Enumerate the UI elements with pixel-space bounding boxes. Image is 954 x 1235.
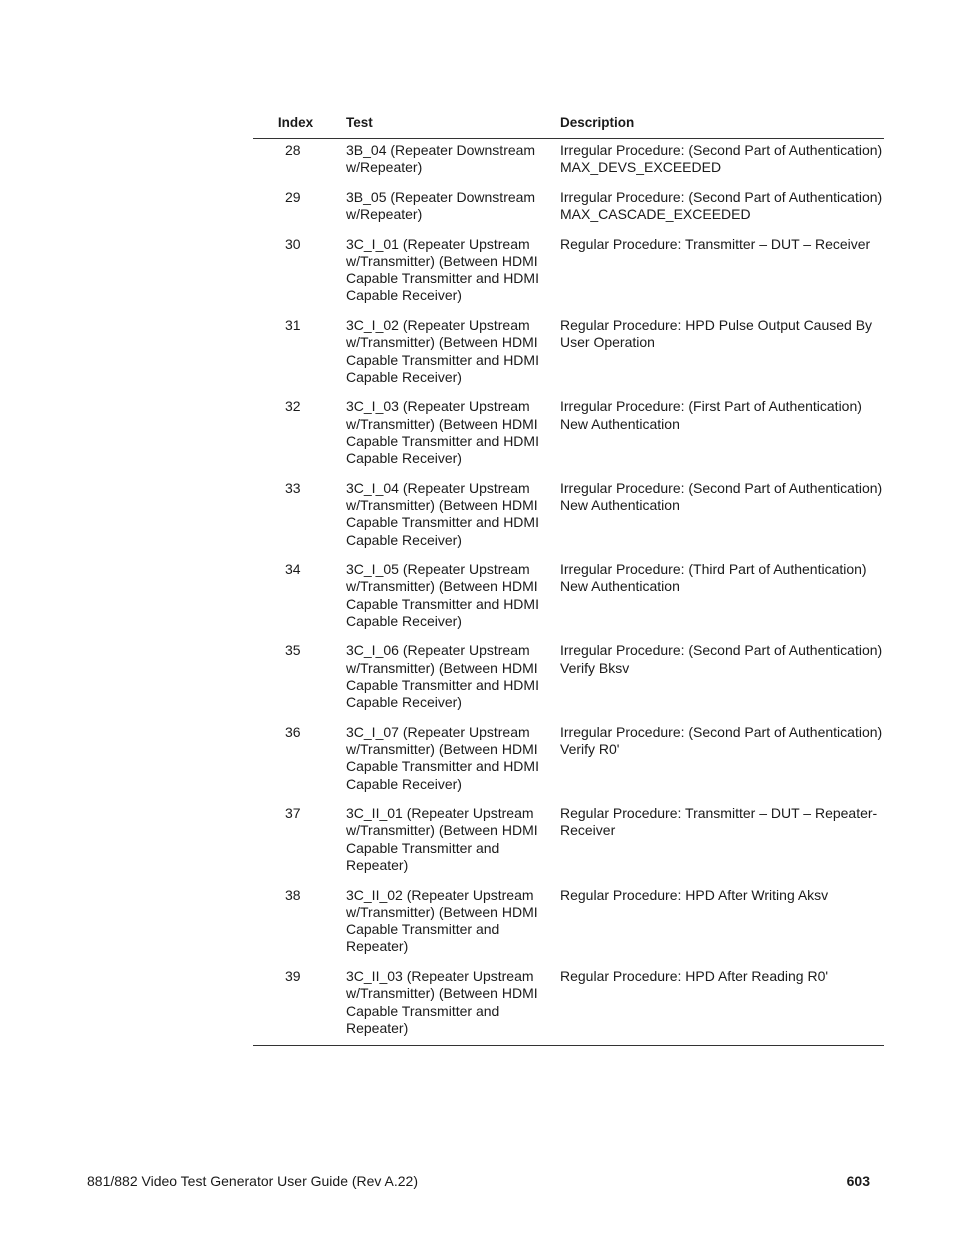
page-number: 603 xyxy=(846,1173,870,1189)
table-row xyxy=(253,317,884,386)
table-row xyxy=(253,642,884,711)
row-description: Irregular Procedure: (Second Part of Authentication) Verify Bksv xyxy=(560,642,883,676)
row-description: Regular Procedure: HPD Pulse Output Caused By User Operation xyxy=(560,316,873,351)
row-index: 36 xyxy=(285,723,301,740)
row-test: 3C_II_02 (Repeater Upstream w/Transmitter) (Between HDMI Capable Transmitter and Repeater) xyxy=(346,886,538,955)
test-table xyxy=(253,114,884,1046)
header-index: Index xyxy=(277,115,314,130)
footer-title: 881/882 Video Test Generator User Guide (Rev A.22) xyxy=(87,1173,419,1189)
row-test: 3C_I_05 (Repeater Upstream w/Transmitter) (Between HDMI Capable Transmitter and HDMI Capable Receiver) xyxy=(346,561,539,629)
row-index: 32 xyxy=(285,398,301,415)
row-description: Irregular Procedure: (Second Part of Authentication) New Authentication xyxy=(560,479,883,513)
table-row xyxy=(253,398,884,467)
row-description: Irregular Procedure: (Second Part of Authentication) MAX_DEVS_EXCEEDED xyxy=(560,142,883,176)
page-footer xyxy=(87,1173,870,1190)
row-test: 3C_II_03 (Repeater Upstream w/Transmitter) (Between HDMI Capable Transmitter and Repeater) xyxy=(346,967,538,1036)
row-description: Irregular Procedure: (First Part of Authentication) New Authentication xyxy=(560,398,862,432)
row-test: 3B_04 (Repeater Downstream w/Repeater) xyxy=(346,142,536,176)
row-description: Irregular Procedure: (Second Part of Authentication) Verify R0' xyxy=(560,723,883,758)
table-row xyxy=(253,480,884,549)
row-index: 31 xyxy=(285,316,301,333)
table-body xyxy=(253,139,884,1046)
table-row xyxy=(253,968,884,1037)
row-index: 34 xyxy=(285,561,301,578)
table-row xyxy=(253,805,884,874)
table-row xyxy=(253,142,884,177)
row-index: 37 xyxy=(285,805,301,822)
table-row xyxy=(253,561,884,630)
header-description: Description xyxy=(560,115,635,130)
table-row xyxy=(253,236,884,305)
row-index: 29 xyxy=(285,188,301,205)
row-test: 3C_I_01 (Repeater Upstream w/Transmitter) (Between HDMI Capable Transmitter and HDMI Capable Receiver) xyxy=(346,235,539,304)
table-row xyxy=(253,189,884,224)
row-description: Irregular Procedure: (Third Part of Authentication) New Authentication xyxy=(560,561,867,595)
row-description: Regular Procedure: Transmitter – DUT – Receiver xyxy=(560,235,871,252)
row-index: 30 xyxy=(285,235,301,252)
row-test: 3C_II_01 (Repeater Upstream w/Transmitter) (Between HDMI Capable Transmitter and Repeater) xyxy=(346,805,538,874)
row-test: 3C_I_02 (Repeater Upstream w/Transmitter) (Between HDMI Capable Transmitter and HDMI Capable Receiver) xyxy=(346,316,539,385)
table-row xyxy=(253,724,884,793)
row-description: Irregular Procedure: (Second Part of Authentication) MAX_CASCADE_EXCEEDED xyxy=(560,188,883,223)
row-index: 33 xyxy=(285,479,301,496)
header-test: Test xyxy=(346,115,373,130)
table-row xyxy=(253,887,884,956)
row-description: Regular Procedure: Transmitter – DUT – Repeater-Receiver xyxy=(560,805,878,839)
row-index: 28 xyxy=(285,142,301,158)
row-test: 3C_I_03 (Repeater Upstream w/Transmitter) (Between HDMI Capable Transmitter and HDMI Capable Receiver) xyxy=(346,398,539,467)
row-test: 3C_I_06 (Repeater Upstream w/Transmitter) (Between HDMI Capable Transmitter and HDMI Capable Receiver) xyxy=(346,642,539,711)
row-description: Regular Procedure: HPD After Reading R0' xyxy=(560,967,829,984)
row-test: 3C_I_04 (Repeater Upstream w/Transmitter) (Between HDMI Capable Transmitter and HDMI Capable Receiver) xyxy=(346,479,539,548)
row-index: 38 xyxy=(285,886,301,903)
row-index: 35 xyxy=(285,642,301,659)
row-description: Regular Procedure: HPD After Writing Aksv xyxy=(560,886,829,903)
table-header xyxy=(253,114,884,139)
row-test: 3B_05 (Repeater Downstream w/Repeater) xyxy=(346,188,536,223)
row-index: 39 xyxy=(285,967,301,984)
row-test: 3C_I_07 (Repeater Upstream w/Transmitter) (Between HDMI Capable Transmitter and HDMI Capable Receiver) xyxy=(346,723,539,792)
